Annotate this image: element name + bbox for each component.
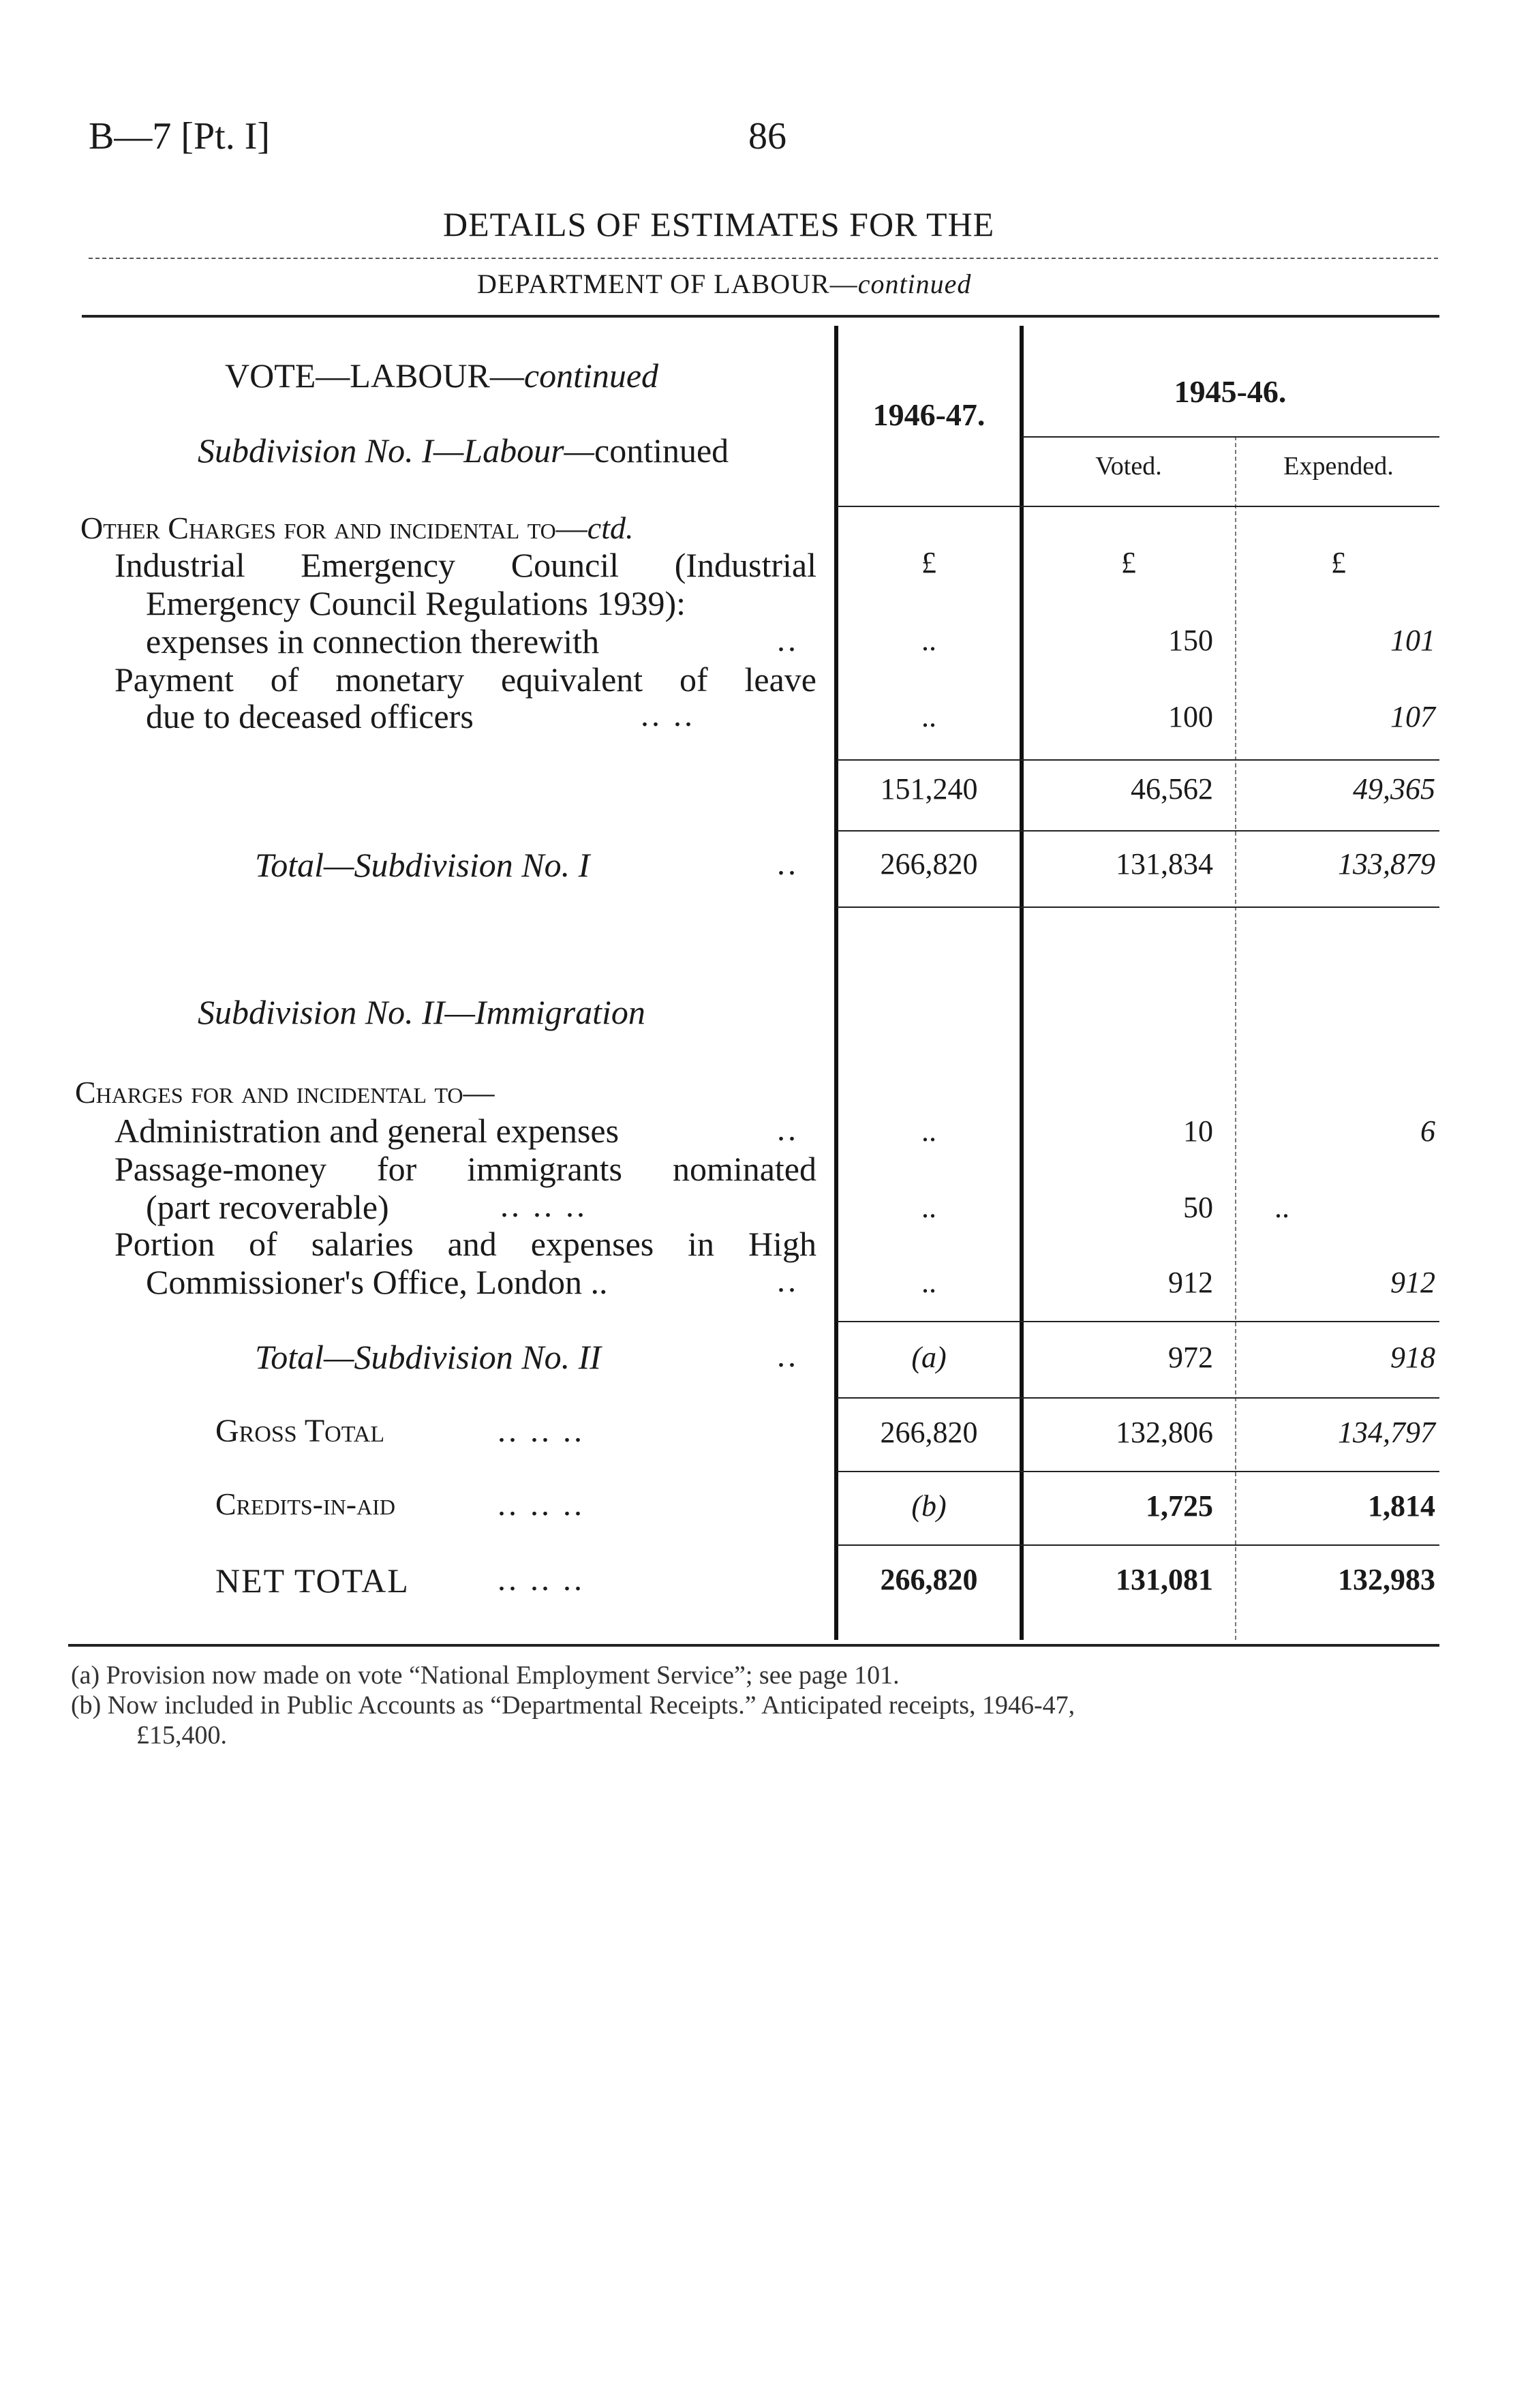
heading-bottom-rule: [837, 506, 1439, 507]
net-total-label: NET TOTAL: [215, 1561, 410, 1600]
row-industrial-dots: ..: [777, 622, 799, 658]
row-passage-voted: 50: [1183, 1191, 1213, 1224]
row-leave-1946-47: ..: [921, 700, 936, 733]
row-industrial-line-1: Industrial Emergency Council (Industrial: [114, 546, 816, 584]
subtotal-rule-top: [837, 759, 1439, 761]
row-passage-1946-47: ..: [921, 1191, 936, 1224]
row-passage-line-2: (part recoverable): [146, 1188, 389, 1226]
group-rule: [1022, 436, 1439, 438]
credits-in-aid-label: Credits-in-aid: [215, 1487, 395, 1521]
subtotal-expended: 49,365: [1353, 772, 1435, 806]
row-administration-1946-47: ..: [921, 1114, 936, 1148]
footnote-b-continued: £15,400.: [136, 1721, 227, 1750]
column-rule-3: [1235, 436, 1236, 1640]
gross-total-label: Gross Total: [215, 1413, 385, 1449]
page-number: 86: [748, 115, 786, 157]
column-heading-expended: Expended.: [1283, 452, 1394, 481]
total-subdivision-2-1946-47: (a): [911, 1341, 947, 1374]
gross-total-dots: .. .. ..: [498, 1413, 585, 1449]
row-passage-dots: .. .. ..: [500, 1188, 587, 1224]
subtotal-voted: 46,562: [1131, 772, 1213, 806]
row-administration-dots: ..: [777, 1112, 799, 1148]
row-leave-expended: 107: [1390, 700, 1435, 733]
charges-heading: Charges for and incidental to—: [75, 1075, 495, 1110]
page-subtitle: DEPARTMENT OF LABOUR—continued: [477, 269, 972, 299]
row-salaries-voted: 912: [1168, 1266, 1213, 1299]
credits-in-aid-rule: [837, 1544, 1439, 1546]
row-salaries-line-2: Commissioner's Office, London ..: [146, 1263, 608, 1301]
currency-voted: £: [1121, 546, 1136, 579]
subtotal-1946-47: 151,240: [880, 772, 978, 806]
page-ref: B—7 [Pt. I]: [89, 115, 270, 157]
row-leave-line-2: due to deceased officers: [146, 697, 474, 735]
page-title: DETAILS OF ESTIMATES FOR THE: [443, 205, 995, 243]
total-subdivision-1-1946-47: 266,820: [880, 847, 978, 881]
row-salaries-dots: ..: [777, 1263, 799, 1299]
row-industrial-voted: 150: [1168, 624, 1213, 657]
total-subdivision-1-label: Total—Subdivision No. I: [255, 846, 590, 884]
gross-total-rule: [837, 1471, 1439, 1472]
row-passage-expended: ..: [1274, 1191, 1289, 1224]
row-industrial-line-3: expenses in connection therewith: [146, 622, 600, 660]
net-total-voted: 131,081: [1116, 1563, 1213, 1596]
total-subdivision-2-voted: 972: [1168, 1341, 1213, 1374]
gross-total-1946-47: 266,820: [880, 1416, 978, 1449]
credits-in-aid-expended: 1,814: [1368, 1489, 1435, 1523]
subtotal-rule-bottom: [837, 830, 1439, 832]
row-industrial-1946-47: ..: [921, 624, 936, 657]
gross-total-voted: 132,806: [1116, 1416, 1213, 1449]
column-heading-voted: Voted.: [1095, 452, 1162, 481]
credits-in-aid-dots: .. .. ..: [498, 1487, 585, 1523]
column-heading-1946-47: 1946-47.: [872, 397, 985, 432]
row-leave-line-1: Payment of monetary equivalent of leave: [114, 660, 816, 699]
total-subdivision-1-rule: [837, 906, 1439, 908]
net-total-dots: .. .. ..: [498, 1561, 585, 1598]
row-passage-line-1: Passage-money for immigrants nominated: [114, 1150, 816, 1188]
currency-col1: £: [921, 546, 936, 579]
row-industrial-line-2: Emergency Council Regulations 1939):: [146, 584, 686, 622]
row-salaries-1946-47: ..: [921, 1266, 936, 1299]
vote-title: VOTE—LABOUR—continued: [225, 356, 659, 395]
currency-expended: £: [1331, 546, 1346, 579]
row-salaries-expended: 912: [1390, 1266, 1435, 1299]
other-charges-heading: Other Charges for and incidental to—ctd.: [80, 510, 634, 545]
row-salaries-line-1: Portion of salaries and expenses in High: [114, 1225, 816, 1263]
credits-in-aid-voted: 1,725: [1146, 1489, 1213, 1523]
header-rule: [82, 315, 1439, 318]
row-industrial-expended: 101: [1390, 624, 1435, 657]
table-bottom-rule: [68, 1644, 1439, 1647]
total-subdivision-1-voted: 131,834: [1116, 847, 1213, 881]
column-heading-1945-46: 1945-46.: [1174, 374, 1287, 409]
total-subdivision-2-label: Total—Subdivision No. II: [255, 1338, 601, 1376]
total-subdivision-2-dots: ..: [777, 1338, 799, 1374]
row-administration-line-1: Administration and general expenses: [114, 1112, 620, 1150]
title-rule: [89, 258, 1438, 259]
subdivision-1-heading: Subdivision No. I—Labour—continued: [198, 431, 729, 470]
total-subdivision-2-expended: 918: [1390, 1341, 1435, 1374]
net-total-expended: 132,983: [1338, 1563, 1435, 1596]
row-leave-voted: 100: [1168, 700, 1213, 733]
subdivision-2-rule-top: [837, 1321, 1439, 1322]
row-leave-dots: .. ..: [641, 697, 695, 733]
row-administration-voted: 10: [1183, 1114, 1213, 1148]
footnote-a: (a) Provision now made on vote “National Employment Service”; see page 101.: [71, 1661, 900, 1690]
credits-in-aid-1946-47: (b): [911, 1489, 947, 1523]
subdivision-2-heading: Subdivision No. II—Immigration: [198, 993, 645, 1031]
total-subdivision-1-expended: 133,879: [1338, 847, 1435, 881]
gross-total-expended: 134,797: [1338, 1416, 1435, 1449]
total-subdivision-1-dots: ..: [777, 846, 799, 882]
total-subdivision-2-rule: [837, 1397, 1439, 1399]
row-administration-expended: 6: [1420, 1114, 1435, 1148]
net-total-1946-47: 266,820: [880, 1563, 978, 1596]
footnote-b: (b) Now included in Public Accounts as “Departmental Receipts.” Anticipated receipts, 1946-47,: [71, 1691, 1075, 1720]
